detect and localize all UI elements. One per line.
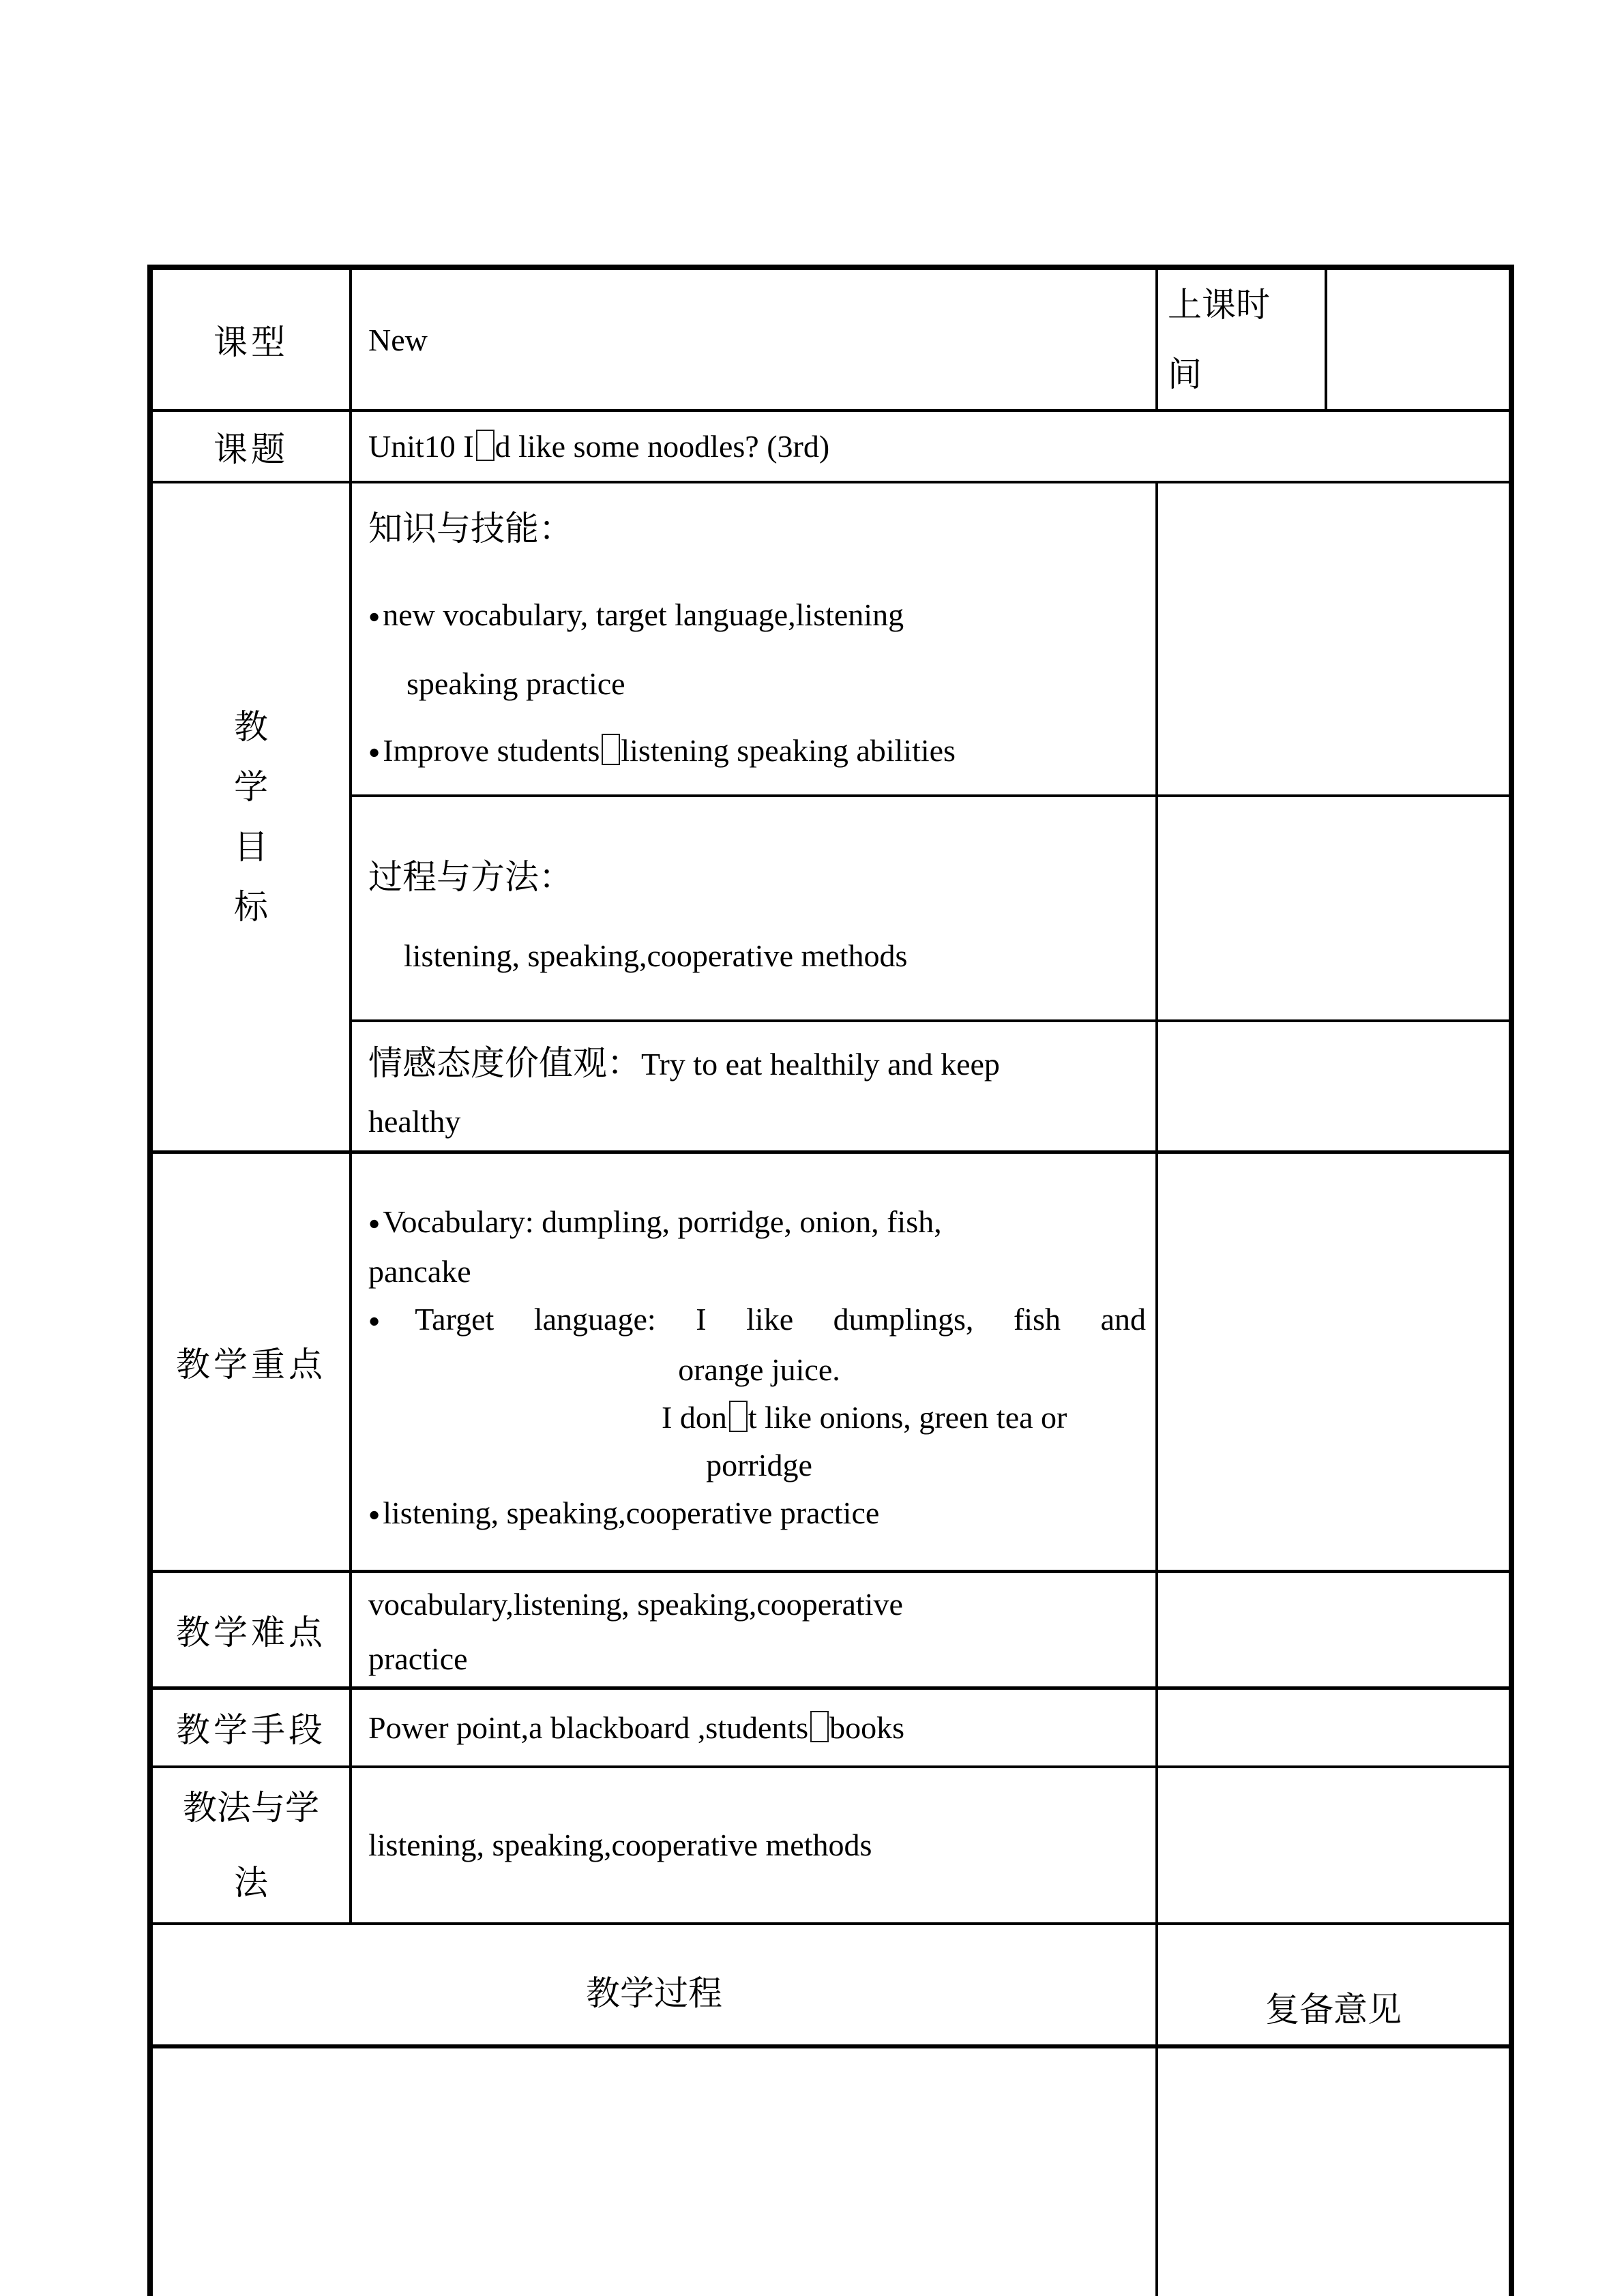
emotion-values-heading: 情感态度价值观： <box>368 1044 641 1082</box>
missing-glyph-box <box>602 734 620 765</box>
missing-glyph-box <box>729 1401 748 1432</box>
process-methods-cell <box>351 796 1157 1021</box>
review-opinions-label: 复备意见 <box>1265 1991 1402 2029</box>
teaching-means-note-cell <box>1157 1688 1511 1767</box>
class-time-value-cell <box>1326 267 1511 411</box>
objectives-label-char: 教 <box>234 708 268 746</box>
topic-value: Unit10 I d like some noodles? (3rd) <box>368 429 830 464</box>
bullet-dot: ● <box>368 1213 383 1235</box>
row-topic <box>150 411 1511 482</box>
row-key-points <box>150 1152 1511 1572</box>
row-process-methods <box>150 796 1511 1021</box>
teaching-process-content-cell <box>150 2046 1157 2296</box>
knowledge-skills-note-cell <box>1157 482 1511 796</box>
emotion-values-note-cell <box>1157 1021 1511 1152</box>
teaching-means-text: Power point,a blackboard ,students books <box>368 1710 905 1745</box>
knowledge-line: speaking practice <box>407 666 625 701</box>
lesson-type-value: New <box>368 322 428 357</box>
lesson-type-label: 课型 <box>213 323 289 361</box>
key-points-note-cell <box>1157 1152 1511 1572</box>
row-methods <box>150 1767 1511 1924</box>
key-points-label-cell <box>150 1152 351 1572</box>
bullet-dot: ● <box>368 1311 415 1332</box>
bullet-dot: ● <box>368 742 383 764</box>
bullet-dot: ● <box>368 1504 383 1525</box>
methods-label-line: 法 <box>234 1863 268 1902</box>
lesson-plan-table <box>147 265 1514 2296</box>
emotion-line1 <box>368 1034 1147 1093</box>
row-process-content <box>150 2046 1511 2296</box>
methods-note-cell <box>1157 1767 1511 1924</box>
methods-label <box>153 1770 349 1920</box>
review-opinions-content-cell <box>1157 2046 1511 2296</box>
key-points-line: ●Target language: I like dumplings, fish and <box>368 1302 1146 1337</box>
difficult-points-line: practice <box>368 1641 468 1676</box>
key-points-line: ●listening, speaking,cooperative practice <box>368 1495 880 1530</box>
knowledge-line: ●Improve students listening speaking abilities <box>368 733 956 768</box>
row-lesson-type <box>150 267 1511 411</box>
key-points-label: 教学重点 <box>176 1345 326 1384</box>
difficult-points-label-cell <box>150 1572 351 1688</box>
row-difficult-points <box>150 1572 1511 1688</box>
key-points-line: orange juice. <box>678 1352 840 1387</box>
knowledge-line: ●new vocabulary, target language,listening <box>368 597 904 632</box>
review-opinions-header-cell <box>1157 1924 1511 2046</box>
key-points-line: porridge <box>706 1447 812 1482</box>
difficult-points-line: vocabulary,listening, speaking,cooperative <box>368 1587 903 1622</box>
objectives-label-char: 标 <box>234 888 268 926</box>
methods-text: listening, speaking,cooperative methods <box>368 1828 872 1862</box>
key-points-line: I don t like onions, green tea or <box>662 1399 1067 1435</box>
row-process-header <box>150 1924 1511 2046</box>
row-knowledge-skills <box>150 482 1511 796</box>
lesson-plan-table-wrap <box>147 265 1509 2296</box>
key-points-cell <box>351 1152 1157 1572</box>
row-teaching-means <box>150 1688 1511 1767</box>
difficult-points-cell <box>351 1572 1157 1688</box>
emotion-line1-en: Try to eat healthily and keep <box>641 1047 1000 1082</box>
lesson-type-value-cell <box>351 267 1157 411</box>
process-methods-line: listening, speaking,cooperative methods <box>404 938 908 973</box>
topic-value-cell <box>351 411 1511 482</box>
topic-label: 课题 <box>213 430 289 468</box>
missing-glyph-box <box>476 430 494 461</box>
missing-glyph-box <box>810 1711 829 1742</box>
class-time-label: 上课时间 <box>1168 286 1270 393</box>
objectives-label-char: 学 <box>234 768 268 806</box>
key-points-line: ●Vocabulary: dumpling, porridge, onion, fish, <box>368 1204 942 1240</box>
bullet-dot: ● <box>368 606 383 627</box>
teaching-process-header-cell <box>150 1924 1157 2046</box>
process-methods-heading: 过程与方法： <box>368 858 573 896</box>
methods-label-line: 教法与学 <box>183 1788 319 1827</box>
row-emotion-values <box>150 1021 1511 1152</box>
difficult-points-label: 教学难点 <box>176 1613 326 1652</box>
teaching-means-cell <box>351 1688 1157 1767</box>
teaching-means-label: 教学手段 <box>176 1711 326 1750</box>
methods-cell <box>351 1767 1157 1924</box>
key-points-line: pancake <box>368 1254 471 1289</box>
knowledge-skills-heading: 知识与技能： <box>368 509 573 548</box>
knowledge-skills-cell <box>351 482 1157 796</box>
objectives-label-cell <box>150 482 351 1152</box>
methods-label-cell <box>150 1767 351 1924</box>
lesson-type-label-cell <box>150 267 351 411</box>
teaching-means-label-cell <box>150 1688 351 1767</box>
emotion-values-cell <box>351 1021 1157 1152</box>
topic-label-cell <box>150 411 351 482</box>
class-time-label-cell <box>1157 267 1326 411</box>
teaching-process-label: 教学过程 <box>586 1974 722 2012</box>
difficult-points-note-cell <box>1157 1572 1511 1688</box>
process-methods-note-cell <box>1157 796 1511 1021</box>
objectives-label-char: 目 <box>234 828 268 866</box>
emotion-line2: healthy <box>368 1104 461 1139</box>
